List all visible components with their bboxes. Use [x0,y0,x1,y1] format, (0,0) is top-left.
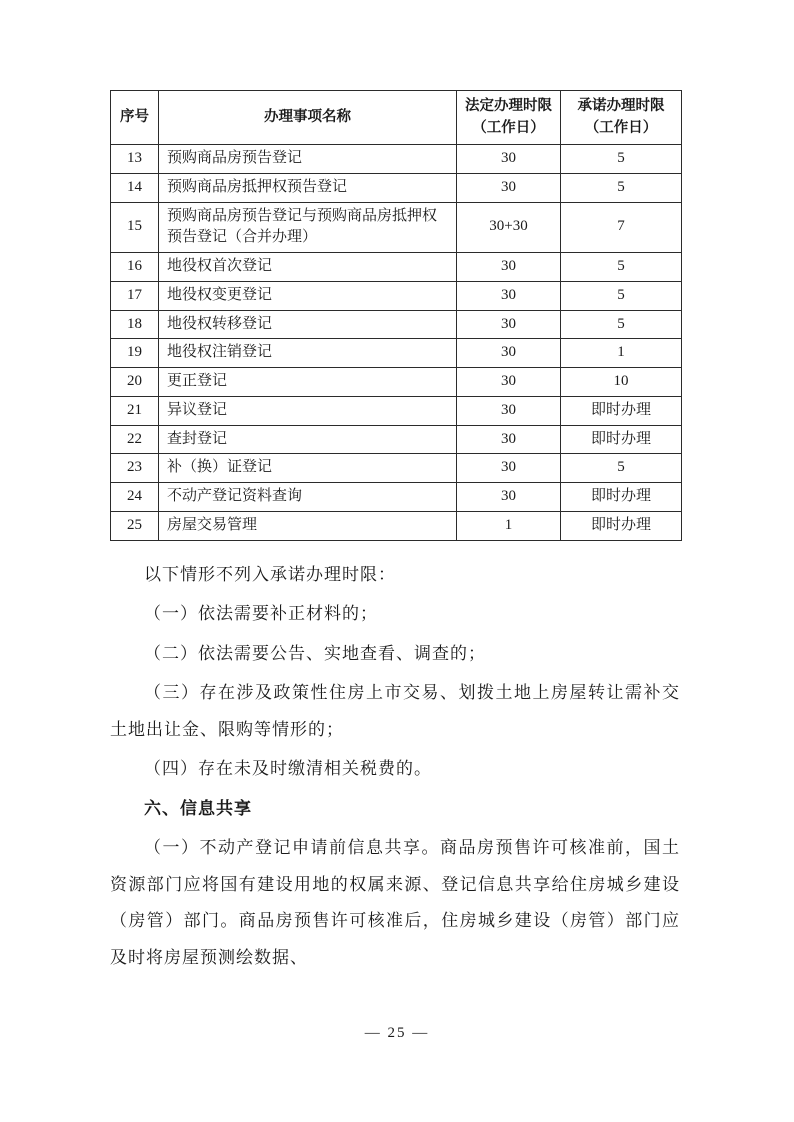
table-header-row [111,91,682,145]
cell-no: 14 [111,173,159,202]
cell-no: 16 [111,253,159,282]
body-text [110,557,680,977]
cell-legal-time: 30 [457,454,561,483]
paragraph: （一）依法需要补正材料的； [144,604,378,624]
cell-no: 18 [111,310,159,339]
cell-name: 预购商品房预告登记 [159,145,457,174]
col-header-legal-time: 法定办理时限（工作日） [457,91,561,145]
section-heading: 六、信息共享 [144,798,252,818]
cell-legal-time: 30 [457,310,561,339]
cell-name: 更正登记 [159,368,457,397]
cell-legal-time: 30 [457,396,561,425]
paragraph: （四）存在未及时缴清相关税费的。 [144,759,432,779]
cell-legal-time: 30 [457,145,561,174]
processing-items-table [110,90,682,541]
table-row [111,202,682,253]
cell-promised-time: 1 [561,339,682,368]
cell-legal-time: 30 [457,339,561,368]
paragraph: （二）依法需要公告、实地查看、调查的； [144,643,486,663]
cell-name: 地役权转移登记 [159,310,457,339]
cell-no: 21 [111,396,159,425]
cell-promised-time: 即时办理 [561,425,682,454]
cell-name: 地役权首次登记 [159,253,457,282]
cell-no: 25 [111,511,159,540]
paragraph: 以下情形不列入承诺办理时限： [144,564,396,584]
col-header-promised-time: 承诺办理时限（工作日） [561,91,682,145]
cell-name: 补（换）证登记 [159,454,457,483]
cell-no: 13 [111,145,159,174]
table-row [111,511,682,540]
cell-name: 查封登记 [159,425,457,454]
cell-promised-time: 5 [561,145,682,174]
cell-promised-time: 5 [561,253,682,282]
table-row [111,483,682,512]
table-row [111,145,682,174]
cell-promised-time: 5 [561,454,682,483]
cell-name: 预购商品房预告登记与预购商品房抵押权预告登记（合并办理） [159,202,457,253]
cell-no: 23 [111,454,159,483]
cell-name: 不动产登记资料查询 [159,483,457,512]
cell-legal-time: 1 [457,511,561,540]
cell-name: 预购商品房抵押权预告登记 [159,173,457,202]
paragraph: （三）存在涉及政策性住房上市交易、划拨土地上房屋转让需补交土地出让金、限购等情形的； [110,683,680,739]
table-row [111,310,682,339]
cell-no: 20 [111,368,159,397]
cell-legal-time: 30 [457,173,561,202]
cell-no: 22 [111,425,159,454]
cell-legal-time: 30 [457,368,561,397]
table-row [111,253,682,282]
cell-no: 24 [111,483,159,512]
cell-legal-time: 30 [457,483,561,512]
table-body [111,145,682,541]
paragraph: （一）不动产登记申请前信息共享。商品房预售许可核准前，国土资源部门应将国有建设用地的权属来源、登记信息共享给住房城乡建设（房管）部门。商品房预售许可核准后，住房城乡建设（房管）部门应及时将房屋预测绘数据、 [110,838,680,967]
cell-name: 地役权注销登记 [159,339,457,368]
cell-legal-time: 30+30 [457,202,561,253]
cell-promised-time: 5 [561,310,682,339]
cell-promised-time: 即时办理 [561,396,682,425]
cell-legal-time: 30 [457,253,561,282]
cell-promised-time: 10 [561,368,682,397]
table-row [111,368,682,397]
cell-promised-time: 7 [561,202,682,253]
cell-no: 17 [111,281,159,310]
table-row [111,396,682,425]
page-number: — 25 — [364,1025,430,1041]
table-row [111,425,682,454]
table-row [111,454,682,483]
col-header-no: 序号 [111,91,159,145]
cell-legal-time: 30 [457,425,561,454]
table-row [111,339,682,368]
cell-name: 异议登记 [159,396,457,425]
table-row [111,173,682,202]
cell-legal-time: 30 [457,281,561,310]
table-row [111,281,682,310]
cell-no: 15 [111,202,159,253]
cell-promised-time: 即时办理 [561,483,682,512]
cell-name: 地役权变更登记 [159,281,457,310]
cell-name: 房屋交易管理 [159,511,457,540]
cell-promised-time: 5 [561,281,682,310]
cell-promised-time: 即时办理 [561,511,682,540]
cell-promised-time: 5 [561,173,682,202]
cell-no: 19 [111,339,159,368]
table-header [111,91,682,145]
col-header-name: 办理事项名称 [159,91,457,145]
